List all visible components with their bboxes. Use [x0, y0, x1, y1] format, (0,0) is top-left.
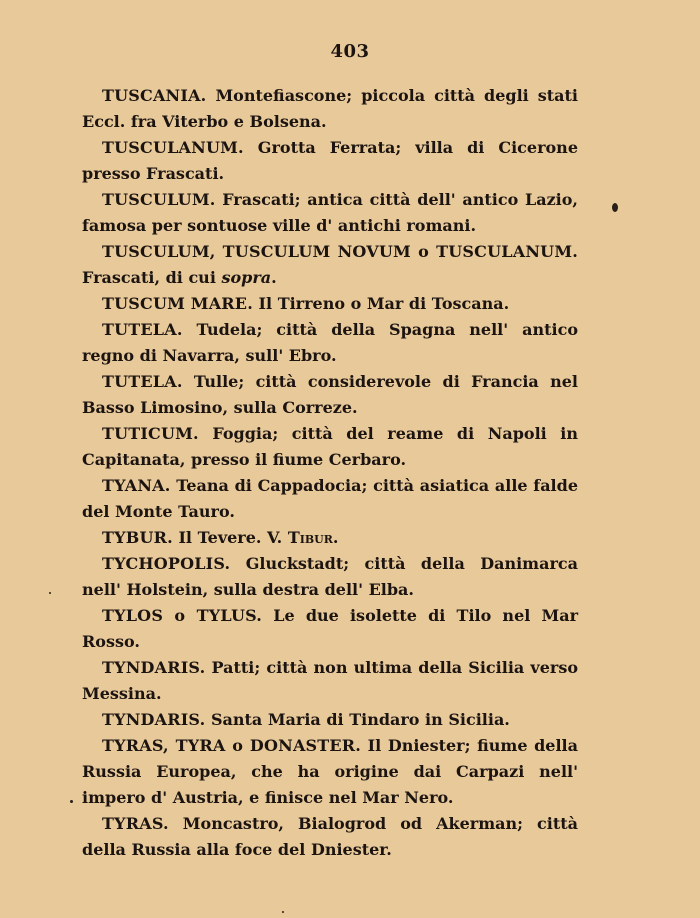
entry-headword: TUSCANIA.: [102, 86, 207, 105]
page-number: 403: [330, 41, 370, 62]
entry-text: Frascati, di cui: [82, 268, 222, 287]
gazetteer-entries: [82, 83, 578, 863]
entry-text: Frascati; antica città dell' antico Lazio, famosa per sontuose ville d' antichi romani.: [82, 190, 578, 235]
entry-text: Gluckstadt; città della Danimarca nell' Holstein, sulla destra dell' Elba.: [82, 554, 578, 599]
entry-headword: TUTELA.: [102, 372, 183, 391]
entry-headword: TUSCULUM, TUSCULUM NOVUM o TUSCULANUM.: [102, 242, 578, 261]
entry-headword: TYRAS.: [102, 814, 169, 833]
entry: [82, 655, 578, 707]
entry: [82, 83, 578, 135]
entry-tail: .: [271, 268, 277, 287]
ink-speck: [282, 911, 284, 913]
ink-speck: [49, 592, 51, 594]
ink-speck: [70, 800, 73, 803]
entry: [82, 421, 578, 473]
entry: [82, 707, 578, 733]
entry: [82, 811, 578, 863]
entry-text: Tulle; città considerevole di Francia nel Basso Limosino, sulla Correze.: [82, 372, 578, 417]
entry-headword: TYBUR.: [102, 528, 173, 547]
entry-text: Il Tirreno o Mar di Toscana.: [252, 294, 510, 313]
entry-headword: TUTICUM.: [102, 424, 199, 443]
entry: [82, 187, 578, 239]
entry-headword: TUTELA.: [102, 320, 183, 339]
entry-text: Tudela; città della Spagna nell' antico regno di Navarra, sull' Ebro.: [82, 320, 578, 365]
entry-headword: TUSCULANUM.: [102, 138, 244, 157]
entry: [82, 291, 578, 317]
entry: [82, 551, 578, 603]
entry-headword: TYANA.: [102, 476, 171, 495]
entry: [82, 603, 578, 655]
entry: [82, 525, 578, 551]
entry-headword: TYCHOPOLIS.: [102, 554, 231, 573]
entry: [82, 733, 578, 811]
entry-text: Santa Maria di Tindaro in Sicilia.: [205, 710, 510, 729]
entry-italic: sopra: [221, 268, 272, 287]
entry-headword: TUSCUM MARE.: [102, 294, 253, 313]
entry-headword: TYNDARIS.: [102, 658, 206, 677]
entry: [82, 369, 578, 421]
ink-speck: [612, 203, 618, 212]
entry-text: Moncastro, Bialogrod od Akerman; città della Russia alla foce del Dniester.: [82, 814, 578, 859]
entry: [82, 239, 578, 291]
entry: [82, 135, 578, 187]
entry-text: Foggia; città del reame di Napoli in Capitanata, presso il fiume Cerbaro.: [82, 424, 578, 469]
entry-text: Il Tevere. V.: [172, 528, 288, 547]
entry-tail: .: [332, 528, 339, 547]
entry-text: Il Dniester; fiume della Russia Europea, che ha origine dai Carpazi nell' impero d' Austria, e finisce nel Mar Nero.: [82, 736, 578, 807]
entry-headword: TYRAS, TYRA o DONASTER.: [102, 736, 362, 755]
entry: [82, 317, 578, 369]
entry-text: Le due isolette di Tilo nel Mar Rosso.: [82, 606, 578, 651]
entry-headword: TYNDARIS.: [102, 710, 206, 729]
entry-headword: TUSCULUM.: [102, 190, 216, 209]
entry-text: Montefiascone; piccola città degli stati Eccl. fra Viterbo e Bolsena.: [82, 86, 578, 131]
entry-smallcaps: Tibur: [287, 528, 333, 547]
entry: [82, 473, 578, 525]
entry-text: Grotta Ferrata; villa di Cicerone presso Frascati.: [82, 138, 578, 183]
entry-text: Teana di Cappadocia; città asiatica alle falde del Monte Tauro.: [82, 476, 578, 521]
entry-text: Patti; città non ultima della Sicilia verso Messina.: [82, 658, 578, 703]
entry-headword: TYLOS o TYLUS.: [102, 606, 263, 625]
